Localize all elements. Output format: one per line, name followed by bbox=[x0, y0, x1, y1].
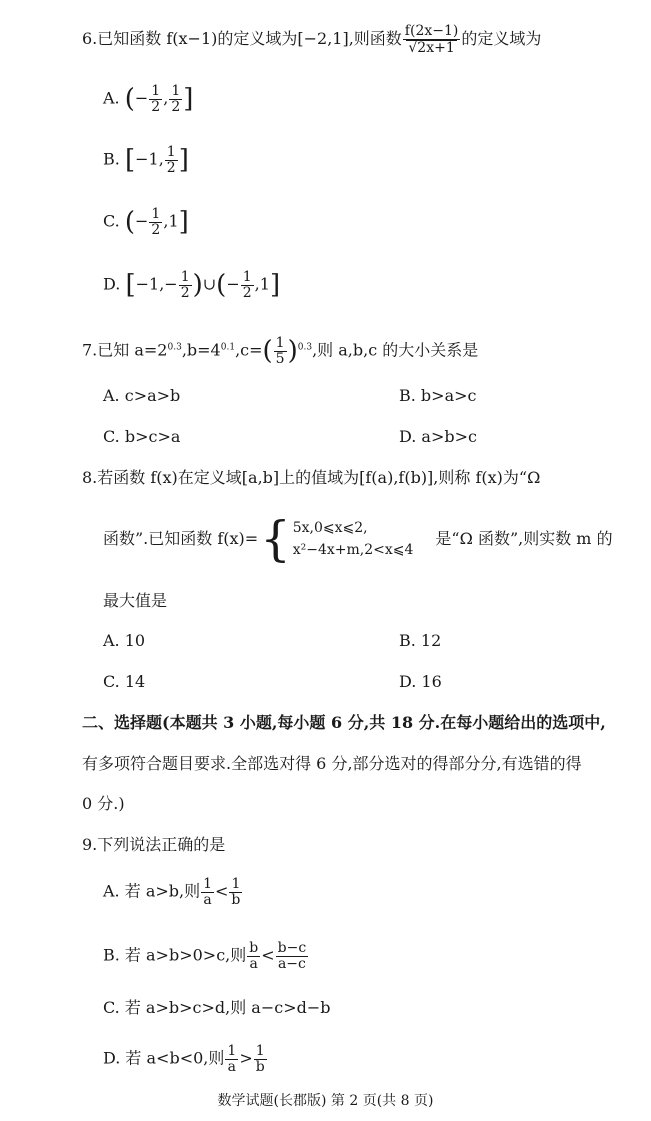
section2-line2: 有多项符合题目要求.全部选对得 6 分,部分选对的得部分分,有选错的得 bbox=[82, 754, 582, 773]
q9-option-d: D. 若 a<b<0,则 $\frac{1}{a}$ > $\frac{1}{b}$ bbox=[103, 1043, 265, 1075]
q7-stem: 7.已知 $a=2^{0.3},b=4^{0.1},c=$( $\frac{1}{5}$ )$^{0.3}$,则 a,b,c 的大小关系是 bbox=[82, 335, 479, 367]
section2-line3: 0 分.) bbox=[82, 794, 125, 813]
page-footer: 数学试题(长郡版) 第 2 页(共 8 页) bbox=[217, 1093, 434, 1109]
q6-stem: 6.已知函数 f(x−1)的定义域为[−2,1],则函数 $\frac{f(2x-1)}{√2x+1}$ 的定义域为 bbox=[82, 23, 542, 56]
q9-option-c: C. 若 a>b>c>d,则 a−c>d−b bbox=[103, 998, 331, 1017]
q7-option-c: C. b>c>a bbox=[103, 427, 181, 446]
q8-option-c: C. 14 bbox=[103, 672, 146, 691]
q7-option-d: D. a>b>c bbox=[399, 427, 477, 446]
q8-option-d: D. 16 bbox=[399, 672, 442, 691]
q8-option-a: A. 10 bbox=[103, 631, 146, 650]
q6-option-b: B. [−1, $\frac{1}{2}$ ] bbox=[103, 144, 189, 176]
q6-option-d: D. [−1,− $\frac{1}{2}$ )∪(− $\frac{1}{2}$ ,1] bbox=[103, 269, 281, 301]
section2-line1: 二、选择题(本题共 3 小题,每小题 6 分,共 18 分.在每小题给出的选项中, bbox=[82, 713, 606, 732]
q7-option-b: B. b>a>c bbox=[399, 386, 477, 405]
q8-stem-line3: 最大值是 bbox=[103, 591, 168, 610]
q6-option-a: A. (− $\frac{1}{2}$ , $\frac{1}{2}$ ] bbox=[103, 83, 194, 115]
q9-option-b: B. 若 a>b>0>c,则 $\frac{b}{a}$ < $\frac{b-c}{a-c}$ bbox=[103, 940, 307, 972]
q9-stem: 9.下列说法正确的是 bbox=[82, 835, 226, 854]
q7-option-a: A. c>a>b bbox=[103, 386, 181, 405]
q6-function-fraction: $\frac{f(2x-1)}{√2x+1}$ bbox=[404, 23, 459, 56]
q8-stem-line1: 8.若函数 f(x)在定义域[a,b]上的值域为[f(a),f(b)],则称 f(x)为“Ω bbox=[82, 468, 541, 487]
q9-option-a: A. 若 a>b,则 $\frac{1}{a}$ < $\frac{1}{b}$ bbox=[103, 876, 241, 908]
q8-option-b: B. 12 bbox=[399, 631, 442, 650]
q8-stem-line2: 函数”.已知函数 f(x)= { 5x,0⩽x⩽2, x²−4x+m,2<x⩽4 是“Ω 函数”,则实数 m 的 bbox=[103, 511, 613, 567]
q6-option-c: C. (− $\frac{1}{2}$ ,1] bbox=[103, 206, 189, 238]
